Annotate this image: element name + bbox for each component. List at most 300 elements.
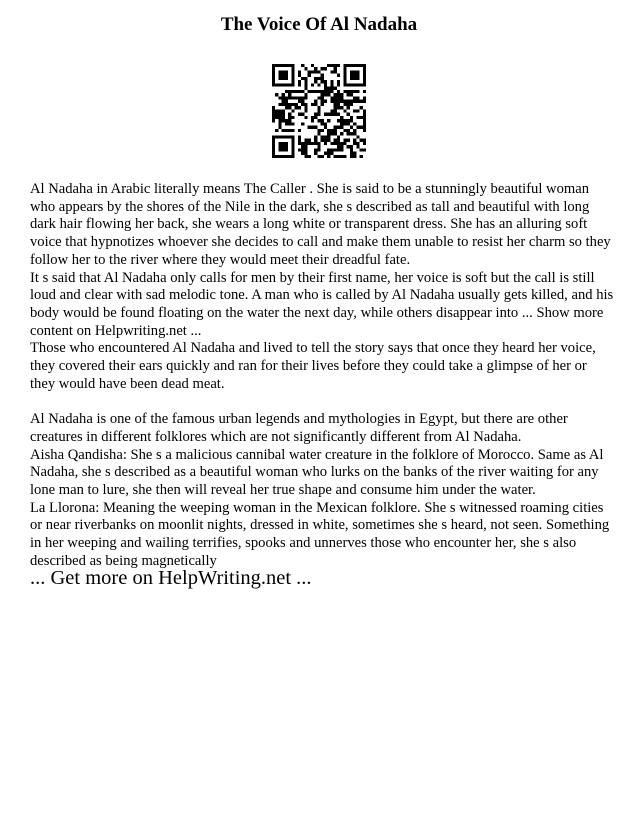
qr-module [353, 139, 356, 142]
qr-module [330, 83, 333, 86]
paragraph: It s said that Al Nadaha only calls for men by their first name, her voice is soft but the call is still loud and clear with sad melodic tone. A man who is called by Al Nadaha usually gets killed, and his body would be found floating on the water the next day, while others disappear into ... Show more content on Helpwriting.net ... [30, 269, 614, 339]
qr-module [317, 96, 320, 99]
qr-module [272, 74, 275, 77]
paragraph-spacer [30, 393, 614, 411]
qr-module [334, 139, 337, 142]
qr-module [311, 119, 314, 122]
qr-module [314, 90, 317, 93]
qr-module [360, 83, 363, 86]
qr-module [291, 64, 294, 67]
get-more-link[interactable]: ... Get more on HelpWriting.net ... [30, 567, 312, 589]
qr-module [321, 67, 324, 70]
qr-module [314, 100, 317, 103]
qr-module [272, 109, 275, 112]
qr-module [291, 145, 294, 148]
qr-module [295, 96, 298, 99]
qr-module [337, 74, 340, 77]
qr-module [353, 129, 356, 132]
qr-module [304, 139, 307, 142]
qr-module [321, 135, 324, 138]
qr-module [278, 135, 281, 138]
qr-module [291, 74, 294, 77]
qr-module [311, 90, 314, 93]
qr-module [317, 119, 320, 122]
qr-module [340, 145, 343, 148]
qr-module [343, 129, 346, 132]
qr-module [343, 90, 346, 93]
qr-module [363, 116, 366, 119]
qr-module [363, 148, 366, 151]
qr-module [278, 116, 281, 119]
qr-module [288, 122, 291, 125]
qr-module [282, 70, 285, 73]
qr-module [363, 77, 366, 80]
qr-module [350, 126, 353, 129]
qr-module [308, 90, 311, 93]
qr-module [288, 90, 291, 93]
qr-module [350, 64, 353, 67]
qr-module [272, 113, 275, 116]
qr-module [278, 96, 281, 99]
paragraph: Aisha Qandisha: She s a malicious cannibal water creature in the folklore of Morocco. Same as Al Nadaha, she s described as a beautiful woman who lurks on the banks of the river waiting for any lone man to lure, she then will reveal her true shape and consume him under the water. [30, 446, 604, 498]
qr-module [298, 83, 301, 86]
qr-module [327, 113, 330, 116]
qr-module [324, 87, 327, 90]
qr-module [327, 152, 330, 155]
qr-module [321, 139, 324, 142]
qr-module [337, 135, 340, 138]
qr-module [295, 103, 298, 106]
qr-module [317, 132, 320, 135]
qr-module [288, 83, 291, 86]
qr-module [298, 74, 301, 77]
qr-module [317, 106, 320, 109]
qr-module [317, 145, 320, 148]
qr-module [327, 139, 330, 142]
qr-module [291, 152, 294, 155]
qr-module [285, 122, 288, 125]
qr-module [353, 109, 356, 112]
qr-module [304, 67, 307, 70]
qr-module [275, 64, 278, 67]
qr-module [278, 74, 281, 77]
qr-module [301, 64, 304, 67]
qr-module [304, 106, 307, 109]
qr-module [340, 155, 343, 158]
qr-module [308, 74, 311, 77]
qr-module [360, 116, 363, 119]
qr-module [350, 74, 353, 77]
qr-module [330, 132, 333, 135]
qr-module [350, 93, 353, 96]
qr-module [347, 83, 350, 86]
qr-module [324, 152, 327, 155]
qr-module [343, 64, 346, 67]
qr-module [321, 122, 324, 125]
qr-module [356, 83, 359, 86]
qr-module [337, 155, 340, 158]
qr-module [304, 109, 307, 112]
qr-module [330, 90, 333, 93]
qr-module [356, 74, 359, 77]
qr-module [363, 83, 366, 86]
qr-module [347, 122, 350, 125]
qr-module [324, 100, 327, 103]
qr-module [321, 90, 324, 93]
qr-module [337, 142, 340, 145]
qr-module [298, 80, 301, 83]
qr-module [282, 155, 285, 158]
qr-module [363, 126, 366, 129]
qr-module [356, 142, 359, 145]
qr-module [337, 148, 340, 151]
qr-module [301, 90, 304, 93]
qr-module [321, 80, 324, 83]
qr-module [304, 142, 307, 145]
qr-module [282, 116, 285, 119]
qr-module [327, 135, 330, 138]
qr-module [324, 93, 327, 96]
qr-module [324, 135, 327, 138]
qr-module [317, 155, 320, 158]
qr-module [347, 113, 350, 116]
qr-module [343, 142, 346, 145]
qr-module [340, 148, 343, 151]
qr-module [353, 152, 356, 155]
qr-module [291, 70, 294, 73]
qr-module [291, 148, 294, 151]
qr-module [275, 93, 278, 96]
qr-module [298, 135, 301, 138]
qr-module [285, 100, 288, 103]
qr-module [291, 109, 294, 112]
qr-code[interactable] [272, 64, 366, 158]
qr-module [327, 90, 330, 93]
qr-module [334, 155, 337, 158]
qr-module [347, 90, 350, 93]
qr-module [314, 126, 317, 129]
qr-module [301, 152, 304, 155]
qr-module [288, 129, 291, 132]
qr-module [282, 148, 285, 151]
qr-module [350, 100, 353, 103]
qr-module [363, 90, 366, 93]
qr-module [272, 155, 275, 158]
qr-module [285, 145, 288, 148]
qr-module [314, 142, 317, 145]
qr-module [285, 106, 288, 109]
qr-module [334, 64, 337, 67]
qr-module [288, 113, 291, 116]
qr-module [334, 142, 337, 145]
qr-module [324, 122, 327, 125]
qr-module [295, 90, 298, 93]
qr-module [291, 103, 294, 106]
qr-module [278, 103, 281, 106]
qr-module [337, 113, 340, 116]
qr-module [298, 129, 301, 132]
qr-module [301, 113, 304, 116]
qr-module [324, 67, 327, 70]
qr-module [285, 83, 288, 86]
qr-module [308, 126, 311, 129]
qr-module [282, 64, 285, 67]
qr-module [278, 109, 281, 112]
qr-module [275, 135, 278, 138]
qr-module [288, 135, 291, 138]
qr-module [275, 155, 278, 158]
qr-module [353, 100, 356, 103]
qr-module [353, 70, 356, 73]
qr-module [327, 132, 330, 135]
qr-module [317, 109, 320, 112]
qr-module [347, 139, 350, 142]
qr-module [272, 139, 275, 142]
qr-module [356, 64, 359, 67]
qr-module [340, 116, 343, 119]
qr-module [324, 142, 327, 145]
qr-module [304, 77, 307, 80]
qr-module [330, 109, 333, 112]
qr-module [282, 103, 285, 106]
qr-module [340, 96, 343, 99]
paragraph: Those who encountered Al Nadaha and lived to tell the story says that once they heard her voice, they covered their ears quickly and ran for their lives before they could take a glimpse of her or they would have been dead meat. [30, 340, 596, 392]
qr-module [314, 139, 317, 142]
paragraph: Al Nadaha in Arabic literally means The Caller . She is said to be a stunningly beautiful woman who appears by the shores of the Nile in the dark, she s described as tall and beautiful with long dark hair flowing her back, she wears a long white or transparent dress. She has an alluring soft voice that hypnotizes whoever she decides to call and make them unable to resist her charm so they follow her to the river where they would meet their dreadful fate. [30, 181, 611, 268]
qr-module [334, 67, 337, 70]
qr-module [288, 106, 291, 109]
qr-module [288, 116, 291, 119]
qr-module [363, 142, 366, 145]
qr-module [337, 119, 340, 122]
qr-module [301, 77, 304, 80]
qr-module [334, 132, 337, 135]
qr-module [272, 145, 275, 148]
qr-module [337, 100, 340, 103]
qr-module [327, 129, 330, 132]
qr-module [301, 103, 304, 106]
paragraph: Al Nadaha is one of the famous urban legends and mythologies in Egypt, but there are other creatures in different folklores which are not significantly different from Al Nadaha. [30, 411, 568, 445]
qr-module [314, 103, 317, 106]
qr-module [321, 77, 324, 80]
qr-module [350, 132, 353, 135]
qr-module [356, 126, 359, 129]
qr-module [304, 83, 307, 86]
qr-module [291, 155, 294, 158]
qr-module [282, 135, 285, 138]
qr-module [343, 83, 346, 86]
qr-module [363, 113, 366, 116]
qr-module [356, 96, 359, 99]
qr-module [343, 77, 346, 80]
qr-module [298, 113, 301, 116]
qr-module [363, 67, 366, 70]
qr-module [301, 96, 304, 99]
qr-module [304, 116, 307, 119]
qr-module [282, 93, 285, 96]
qr-module [295, 106, 298, 109]
qr-module [330, 142, 333, 145]
qr-module [288, 119, 291, 122]
qr-module [308, 70, 311, 73]
qr-module [350, 77, 353, 80]
qr-module [337, 126, 340, 129]
qr-module [330, 148, 333, 151]
qr-module [317, 148, 320, 151]
qr-module [343, 100, 346, 103]
qr-module [334, 87, 337, 90]
qr-module [327, 155, 330, 158]
qr-module [272, 77, 275, 80]
qr-module [353, 122, 356, 125]
qr-module [278, 145, 281, 148]
qr-module [321, 119, 324, 122]
qr-module [278, 122, 281, 125]
qr-module [324, 139, 327, 142]
qr-module [288, 155, 291, 158]
qr-module [343, 103, 346, 106]
qr-module [324, 113, 327, 116]
qr-module [353, 64, 356, 67]
qr-module [298, 70, 301, 73]
qr-module [350, 83, 353, 86]
qr-module [285, 103, 288, 106]
qr-module [337, 83, 340, 86]
qr-module [278, 155, 281, 158]
qr-module [308, 142, 311, 145]
qr-module [272, 67, 275, 70]
qr-module [340, 100, 343, 103]
qr-module [337, 93, 340, 96]
qr-module [353, 90, 356, 93]
qr-module [282, 129, 285, 132]
qr-module [301, 122, 304, 125]
qr-module [311, 126, 314, 129]
qr-module [360, 64, 363, 67]
qr-module [285, 129, 288, 132]
qr-module [356, 135, 359, 138]
qr-module [291, 116, 294, 119]
qr-module [291, 139, 294, 142]
qr-module [311, 64, 314, 67]
qr-module [298, 148, 301, 151]
qr-module [350, 119, 353, 122]
qr-module [356, 90, 359, 93]
qr-module [340, 132, 343, 135]
qr-module [282, 74, 285, 77]
qr-module [308, 155, 311, 158]
qr-module [340, 126, 343, 129]
qr-module [353, 83, 356, 86]
qr-module [282, 109, 285, 112]
qr-module [282, 145, 285, 148]
qr-module [343, 70, 346, 73]
qr-module [317, 83, 320, 86]
qr-module [350, 90, 353, 93]
qr-module [291, 135, 294, 138]
qr-module [272, 116, 275, 119]
qr-module [291, 90, 294, 93]
qr-module [272, 148, 275, 151]
qr-module [363, 100, 366, 103]
qr-module [334, 129, 337, 132]
qr-module [363, 109, 366, 112]
qr-module [340, 93, 343, 96]
qr-module [301, 148, 304, 151]
qr-module [285, 119, 288, 122]
qr-module [311, 116, 314, 119]
qr-module [337, 106, 340, 109]
qr-module [321, 103, 324, 106]
qr-module [314, 116, 317, 119]
qr-module [353, 155, 356, 158]
qr-module [340, 106, 343, 109]
qr-module [347, 93, 350, 96]
qr-module [278, 113, 281, 116]
qr-module [321, 93, 324, 96]
qr-module [288, 96, 291, 99]
qr-module [285, 77, 288, 80]
qr-module [314, 80, 317, 83]
qr-module [304, 145, 307, 148]
qr-module [291, 83, 294, 86]
qr-module [314, 70, 317, 73]
qr-module [330, 80, 333, 83]
qr-module [350, 116, 353, 119]
qr-module [278, 119, 281, 122]
qr-module [291, 80, 294, 83]
qr-module [343, 155, 346, 158]
qr-module [353, 96, 356, 99]
qr-module [343, 122, 346, 125]
qr-module [314, 135, 317, 138]
qr-module [337, 64, 340, 67]
qr-module [353, 142, 356, 145]
qr-module [347, 119, 350, 122]
qr-module [347, 145, 350, 148]
qr-module [327, 87, 330, 90]
qr-module [317, 70, 320, 73]
qr-module [275, 109, 278, 112]
qr-module [356, 77, 359, 80]
qr-module [337, 103, 340, 106]
qr-module [272, 80, 275, 83]
qr-module [285, 148, 288, 151]
qr-module [288, 103, 291, 106]
qr-module [350, 152, 353, 155]
qr-module [321, 155, 324, 158]
qr-module [272, 152, 275, 155]
qr-module [350, 148, 353, 151]
qr-module [347, 64, 350, 67]
qr-module [317, 129, 320, 132]
qr-module [278, 83, 281, 86]
qr-module [353, 77, 356, 80]
qr-module [356, 116, 359, 119]
qr-module [298, 142, 301, 145]
qr-module [298, 139, 301, 142]
qr-module [291, 142, 294, 145]
qr-module [272, 119, 275, 122]
qr-module [311, 70, 314, 73]
qr-module [272, 83, 275, 86]
qr-module [285, 90, 288, 93]
qr-module [356, 109, 359, 112]
qr-module [334, 70, 337, 73]
qr-module [363, 122, 366, 125]
qr-module [275, 113, 278, 116]
qr-module [337, 80, 340, 83]
